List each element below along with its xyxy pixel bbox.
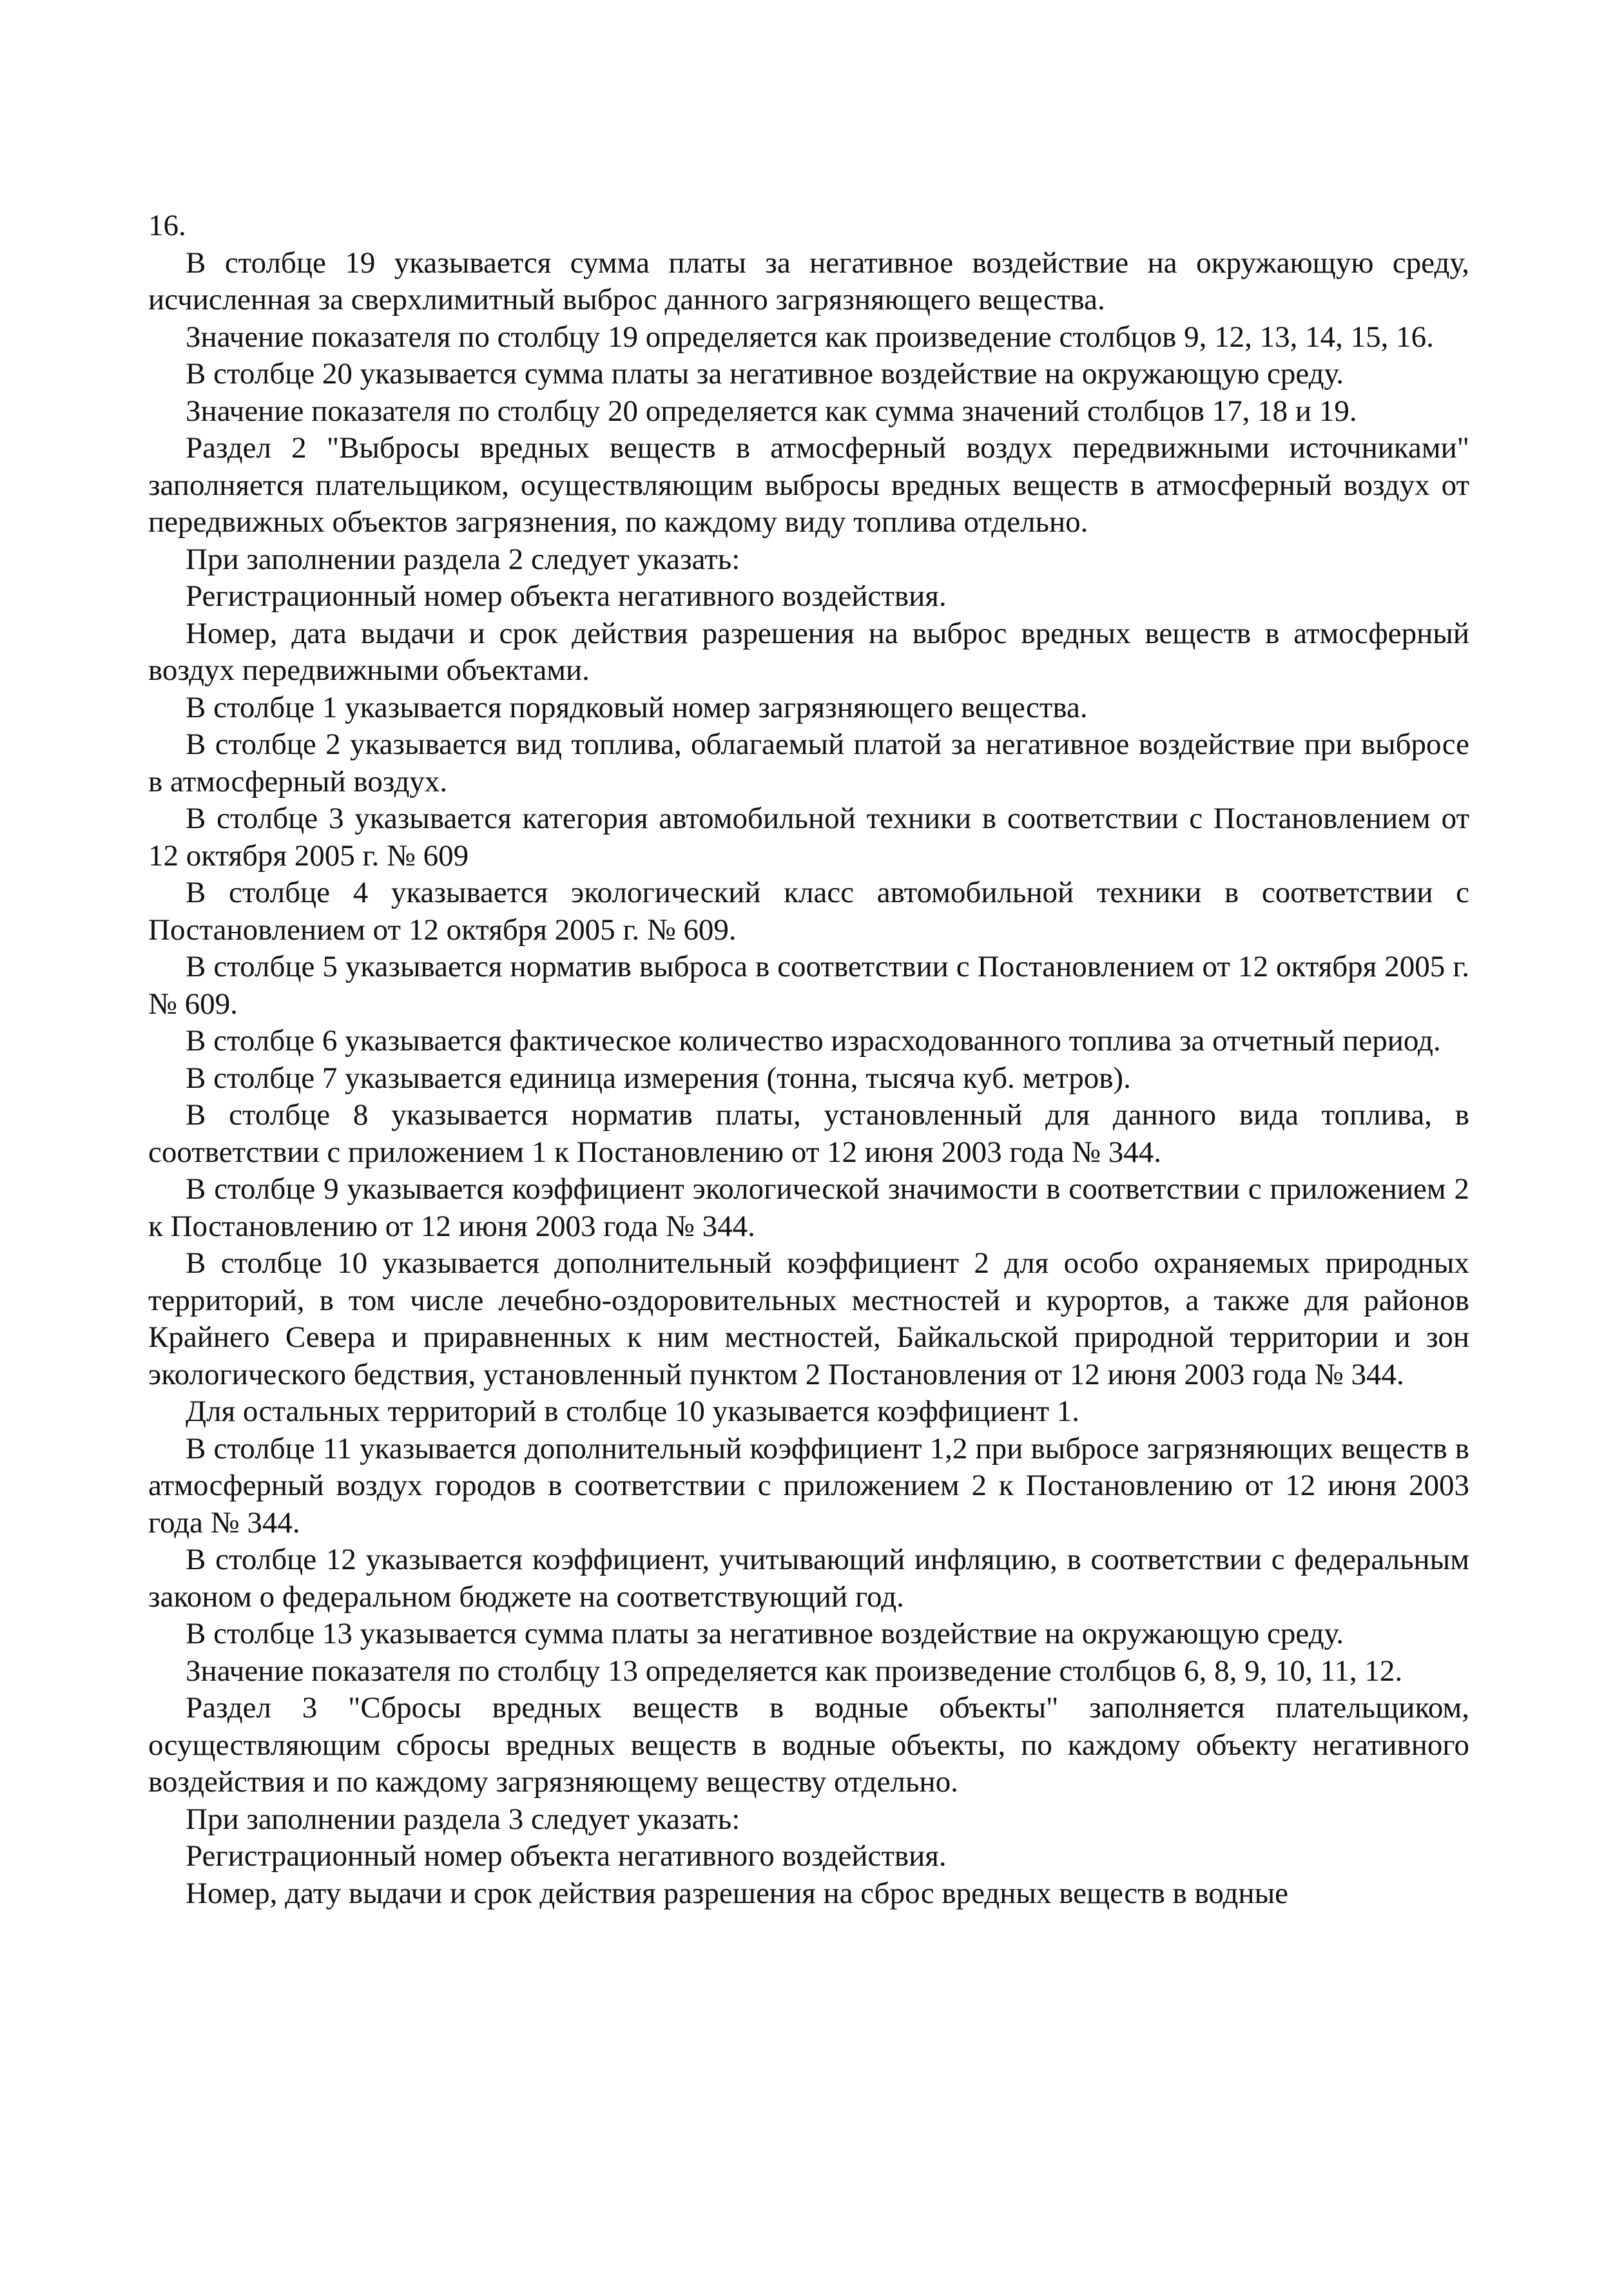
paragraph: В столбце 7 указывается единица измерения (тонна, тысяча куб. метров). <box>186 1061 1131 1095</box>
paragraph: В столбце 4 указывается экологический класс автомобильной техники в соответствии с Постановлением от 12 октября 2005 г. № 609. <box>148 876 1469 947</box>
paragraph: В столбце 2 указывается вид топлива, облагаемый платой за негативное воздействие при выбросе в атмосферный воздух. <box>148 728 1469 798</box>
paragraph: Значение показателя по столбцу 13 определяется как произведение столбцов 6, 8, 9, 10, 11, 12. <box>186 1654 1403 1688</box>
paragraph: В столбце 6 указывается фактическое количество израсходованного топлива за отчетный период. <box>186 1024 1441 1058</box>
paragraph: Для остальных территорий в столбце 10 указывается коэффициент 1. <box>186 1395 1080 1428</box>
paragraph: В столбце 5 указывается норматив выброса в соответствии с Постановлением от 12 октября 2005 г. № 609. <box>148 950 1469 1021</box>
paragraph: В столбце 11 указывается дополнительный коэффициент 1,2 при выбросе загрязняющих веществ в атмосферный воздух городов в соответствии с приложением 2 к Постановлению от 12 июня 2003 года № 344. <box>148 1431 1469 1540</box>
paragraph: Раздел 3 "Сбросы вредных веществ в водные объекты" заполняется плательщиком, осуществляющим сбросы вредных веществ в водные объекты, по каждому объекту негативного воздействия и по каждому загрязняющему веществу отдельно. <box>148 1691 1469 1799</box>
document-body <box>148 208 1469 1912</box>
paragraph: В столбце 12 указывается коэффициент, учитывающий инфляцию, в соответствии с федеральным законом о федеральном бюджете на соответствующий год. <box>148 1543 1469 1614</box>
paragraph: В столбце 1 указывается порядковый номер загрязняющего вещества. <box>186 690 1088 724</box>
paragraph: Раздел 2 "Выбросы вредных веществ в атмосферный воздух передвижными источниками" заполняется плательщиком, осуществляющим выбросы вредных веществ в атмосферный воздух от передвижных объектов загрязнения, по каждому виду топлива отдельно. <box>148 431 1469 539</box>
paragraph: В столбце 9 указывается коэффициент экологической значимости в соответствии с приложением 2 к Постановлению от 12 июня 2003 года № 344. <box>148 1172 1469 1243</box>
paragraph: В столбце 10 указывается дополнительный коэффициент 2 для особо охраняемых природных территорий, в том числе лечебно-оздоровительных местностей и курортов, а также для районов Крайнего Севера и приравненных к ним местностей, Байкальской природной территории и зон экологического бедствия, установленный пунктом 2 Постановления от 12 июня 2003 года № 344. <box>148 1246 1469 1391</box>
paragraph: В столбце 3 указывается категория автомобильной техники в соответствии с Постановлением от 12 октября 2005 г. № 609 <box>148 802 1469 873</box>
paragraph: В столбце 13 указывается сумма платы за негативное воздействие на окружающую среду. <box>186 1617 1344 1650</box>
paragraph: Значение показателя по столбцу 19 определяется как произведение столбцов 9, 12, 13, 14, 15, 16. <box>186 320 1434 354</box>
paragraph: 16. <box>148 209 186 242</box>
paragraph: Регистрационный номер объекта негативного воздействия. <box>186 1839 947 1873</box>
paragraph: Номер, дата выдачи и срок действия разрешения на выброс вредных веществ в атмосферный воздух передвижными объектами. <box>148 616 1469 687</box>
paragraph: В столбце 19 указывается сумма платы за негативное воздействие на окружающую среду, исчисленная за сверхлимитный выброс данного загрязняющего вещества. <box>148 246 1469 316</box>
paragraph: В столбце 20 указывается сумма платы за негативное воздействие на окружающую среду. <box>186 357 1344 391</box>
paragraph: Регистрационный номер объекта негативного воздействия. <box>186 579 947 613</box>
paragraph: Номер, дату выдачи и срок действия разрешения на сброс вредных веществ в водные <box>186 1876 1289 1910</box>
paragraph: В столбце 8 указывается норматив платы, установленный для данного вида топлива, в соответствии с приложением 1 к Постановлению от 12 июня 2003 года № 344. <box>148 1098 1469 1169</box>
paragraph: При заполнении раздела 3 следует указать: <box>186 1802 740 1836</box>
paragraph: Значение показателя по столбцу 20 определяется как сумма значений столбцов 17, 18 и 19. <box>186 394 1357 428</box>
paragraph: При заполнении раздела 2 следует указать: <box>186 542 740 576</box>
